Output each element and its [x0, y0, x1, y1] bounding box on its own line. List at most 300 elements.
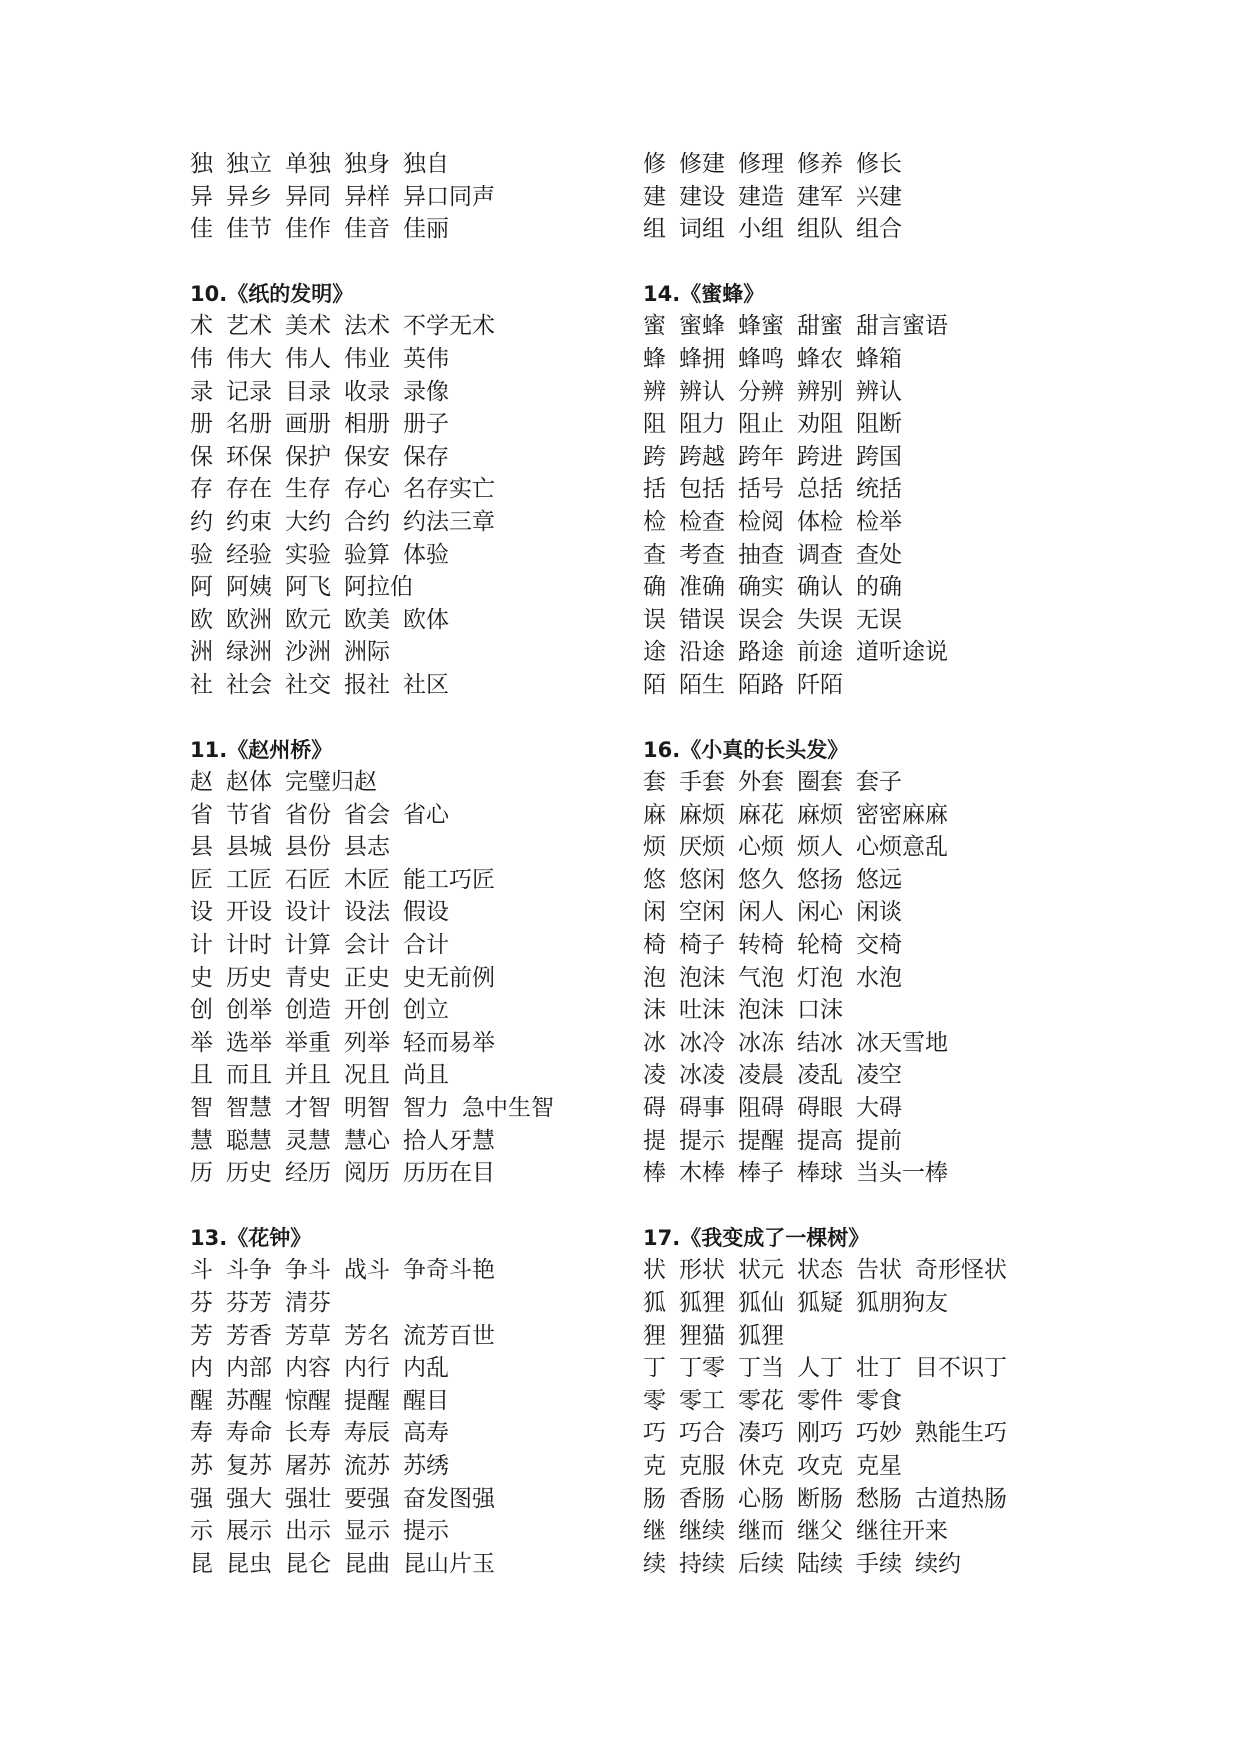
vocab-word: 县份: [285, 834, 331, 861]
vocab-word: 独自: [403, 151, 449, 177]
vocab-line: [190, 1059, 630, 1092]
vocab-word: 阿拉伯: [344, 574, 413, 601]
vocab-word: 奋发图强: [403, 1485, 495, 1512]
vocab-word: 狐狸: [679, 1290, 725, 1316]
vocab-word: 闲谈: [856, 899, 902, 926]
vocab-line: [643, 1483, 1163, 1516]
head-character: 麻: [643, 801, 666, 828]
vocab-word: 艺术: [226, 313, 272, 340]
vocab-word: 麻烦: [679, 801, 725, 828]
head-character: 狐: [643, 1290, 666, 1316]
vocab-word: 泡沫: [679, 964, 725, 991]
vocab-word: 相册: [344, 411, 390, 438]
vocab-word: 欧体: [403, 606, 449, 633]
vocab-word: 断肠: [797, 1485, 843, 1512]
head-character: 确: [643, 574, 666, 601]
head-character: 设: [190, 899, 213, 926]
vocab-word: 状态: [797, 1257, 843, 1284]
vocab-word: 凌晨: [738, 1062, 784, 1089]
vocab-word: 无误: [856, 606, 902, 633]
head-character: 蜜: [643, 313, 666, 340]
head-character: 赵: [190, 769, 213, 796]
vocab-word: 组合: [856, 216, 902, 243]
vocab-word: 开设: [226, 899, 272, 926]
head-character: 醒: [190, 1387, 213, 1414]
vocab-word: 闲人: [738, 899, 784, 926]
vocab-line: [190, 864, 630, 897]
vocab-word: 大约: [285, 508, 331, 535]
vocab-word: 狐仙: [738, 1290, 784, 1316]
head-character: 冰: [643, 1029, 666, 1056]
vocab-word: 醒目: [403, 1387, 449, 1414]
vocab-word: 词组: [679, 216, 725, 243]
vocab-word: 陌路: [738, 671, 784, 698]
vocab-word: 长寿: [285, 1420, 331, 1447]
vocab-word: 蜜蜂: [679, 313, 725, 340]
vocab-word: 口沫: [797, 997, 843, 1024]
head-character: 检: [643, 508, 666, 535]
vocab-word: 确认: [797, 574, 843, 601]
vocab-word: 木棒: [679, 1160, 725, 1187]
vocab-word: 交椅: [856, 932, 902, 959]
vocab-word: 欧洲: [226, 606, 272, 633]
head-character: 洲: [190, 639, 213, 666]
vocab-word: 约法三章: [403, 508, 495, 535]
vocab-line: [190, 896, 630, 929]
head-character: 匠: [190, 866, 213, 893]
lesson-title: 11.《赵州桥》: [190, 737, 333, 762]
vocab-line: [643, 864, 1163, 897]
vocab-line: [190, 571, 630, 604]
vocab-word: 册子: [403, 411, 449, 438]
vocab-word: 蜂拥: [679, 345, 725, 372]
vocab-word: 圈套: [797, 769, 843, 796]
vocab-line: [643, 1027, 1163, 1060]
vocab-word: 流苏: [344, 1452, 390, 1479]
vocab-word: 明智: [344, 1095, 390, 1122]
vocab-word: 括号: [738, 476, 784, 503]
vocab-word: 阻止: [738, 411, 784, 438]
vocab-word: 阿姨: [226, 574, 272, 601]
vocab-word: 攻克: [797, 1452, 843, 1479]
vocab-word: 当头一棒: [856, 1160, 948, 1187]
vocab-line: [190, 604, 630, 637]
lesson-title: 17.《我变成了一棵树》: [643, 1225, 870, 1250]
vocab-word: 寿辰: [344, 1420, 390, 1447]
vocab-word: 提前: [856, 1127, 902, 1154]
vocab-word: 合约: [344, 508, 390, 535]
vocab-word: 心肠: [738, 1485, 784, 1512]
vocab-word: 续约: [915, 1550, 961, 1577]
vocab-word: 正史: [344, 964, 390, 991]
vocab-line: [643, 1059, 1163, 1092]
head-character: 修: [643, 151, 666, 177]
vocab-line: [643, 896, 1163, 929]
vocab-word: 套子: [856, 769, 902, 796]
vocab-word: 历历在目: [403, 1160, 495, 1187]
head-character: 验: [190, 541, 213, 568]
vocab-word: 继往开来: [856, 1518, 948, 1545]
vocab-word: 心烦: [738, 834, 784, 861]
vocab-word: 计时: [226, 932, 272, 959]
vocab-word: 转椅: [738, 932, 784, 959]
head-character: 陌: [643, 671, 666, 698]
vocab-word: 总括: [797, 476, 843, 503]
vocab-word: 省份: [285, 801, 331, 828]
vocab-word: 苏绣: [403, 1452, 449, 1479]
vocab-word: 屠苏: [285, 1452, 331, 1479]
vocab-word: 计算: [285, 932, 331, 959]
head-character: 途: [643, 639, 666, 666]
vocab-word: 查处: [856, 541, 902, 568]
vocab-line: [190, 1092, 630, 1125]
vocab-line: [190, 1287, 630, 1320]
vocab-word: 木匠: [344, 866, 390, 893]
head-character: 存: [190, 476, 213, 503]
vocab-word: 省心: [403, 801, 449, 828]
vocab-line: [190, 1483, 630, 1516]
vocab-line: [190, 539, 630, 572]
vocab-word: 丁零: [679, 1355, 725, 1382]
vocab-word: 历史: [226, 964, 272, 991]
head-character: 套: [643, 769, 666, 796]
vocab-word: 伟业: [344, 345, 390, 372]
vocab-word: 芳名: [344, 1322, 390, 1349]
head-character: 组: [643, 216, 666, 243]
vocab-word: 芬芳: [226, 1290, 272, 1316]
vocab-word: 心烦意乱: [856, 834, 948, 861]
head-character: 狸: [643, 1322, 666, 1349]
vocab-word: 狐狸: [738, 1322, 784, 1349]
vocab-word: 历史: [226, 1160, 272, 1187]
head-character: 强: [190, 1485, 213, 1512]
vocab-word: 拾人牙慧: [403, 1127, 495, 1154]
head-character: 闲: [643, 899, 666, 926]
vocab-word: 合计: [403, 932, 449, 959]
vocab-line: [643, 962, 1163, 995]
vocab-word: 寿命: [226, 1420, 272, 1447]
vocab-word: 甜蜜: [797, 313, 843, 340]
vocab-line: [643, 1254, 1163, 1287]
vocab-word: 强壮: [285, 1485, 331, 1512]
vocab-line: [190, 1352, 630, 1385]
lesson-title: 13.《花钟》: [190, 1225, 312, 1250]
vocab-word: 空闲: [679, 899, 725, 926]
vocab-word: 智力: [403, 1095, 449, 1122]
head-character: 丁: [643, 1355, 666, 1382]
head-character: 省: [190, 801, 213, 828]
vocab-word: 欧美: [344, 606, 390, 633]
vocab-word: 跨进: [797, 443, 843, 470]
head-character: 克: [643, 1452, 666, 1479]
head-character: 册: [190, 411, 213, 438]
vocab-line: [643, 148, 1163, 181]
vocab-word: 跨越: [679, 443, 725, 470]
vocab-word: 零花: [738, 1387, 784, 1414]
vocab-word: 况且: [344, 1062, 390, 1089]
vocab-word: 零工: [679, 1387, 725, 1414]
vocab-word: 蜂农: [797, 345, 843, 372]
vocab-word: 吐沫: [679, 997, 725, 1024]
vocab-line: [643, 799, 1163, 832]
head-character: 智: [190, 1095, 213, 1122]
vocab-line: [643, 1157, 1163, 1190]
vocab-word: 报社: [344, 671, 390, 698]
vocab-word: 佳节: [226, 216, 272, 243]
vocab-word: 社交: [285, 671, 331, 698]
vocab-word: 继父: [797, 1518, 843, 1545]
vocab-word: 昆虫: [226, 1550, 272, 1577]
vocab-word: 尚且: [403, 1062, 449, 1089]
head-character: 零: [643, 1387, 666, 1414]
vocab-word: 水泡: [856, 964, 902, 991]
head-character: 误: [643, 606, 666, 633]
vocab-word: 县城: [226, 834, 272, 861]
head-character: 肠: [643, 1485, 666, 1512]
vocab-word: 奇形怪状: [915, 1257, 1007, 1284]
lesson-title: 14.《蜜蜂》: [643, 281, 765, 306]
vocab-word: 灯泡: [797, 964, 843, 991]
vocab-word: 异样: [344, 183, 390, 210]
vocab-word: 昆山片玉: [403, 1550, 495, 1577]
vocab-word: 冰天雪地: [856, 1029, 948, 1056]
head-character: 县: [190, 834, 213, 861]
vocab-line: [643, 636, 1163, 669]
vocab-word: 熟能生巧: [915, 1420, 1007, 1447]
vocab-word: 悠远: [856, 866, 902, 893]
vocab-word: 沿途: [679, 639, 725, 666]
vocab-line: [190, 408, 630, 441]
head-character: 查: [643, 541, 666, 568]
vocab-word: 保安: [344, 443, 390, 470]
head-character: 阻: [643, 411, 666, 438]
vocab-word: 争斗: [285, 1257, 331, 1284]
vocab-word: 统括: [856, 476, 902, 503]
vocab-word: 目不识丁: [915, 1355, 1007, 1382]
vocab-word: 战斗: [344, 1257, 390, 1284]
vocab-word: 佳丽: [403, 216, 449, 243]
vocab-line: [643, 473, 1163, 506]
vocab-word: 修长: [856, 151, 902, 177]
vocab-word: 创立: [403, 997, 449, 1024]
vocab-word: 展示: [226, 1518, 272, 1545]
head-character: 社: [190, 671, 213, 698]
vocab-word: 人丁: [797, 1355, 843, 1382]
vocab-word: 悠久: [738, 866, 784, 893]
vocab-word: 举重: [285, 1029, 331, 1056]
vocab-line: [190, 1254, 630, 1287]
vocab-word: 洲际: [344, 639, 390, 666]
head-character: 异: [190, 183, 213, 210]
vocab-line: [643, 929, 1163, 962]
vocab-line: [190, 343, 630, 376]
vocab-word: 才智: [285, 1095, 331, 1122]
head-character: 斗: [190, 1257, 213, 1284]
head-character: 史: [190, 964, 213, 991]
vocab-word: 内行: [344, 1355, 390, 1382]
vocab-section: [190, 148, 630, 246]
head-character: 佳: [190, 216, 213, 243]
vocab-word: 保护: [285, 443, 331, 470]
vocab-line: [643, 1125, 1163, 1158]
vocab-line: [643, 310, 1163, 343]
vocab-word: 棒球: [797, 1160, 843, 1187]
vocab-section: [190, 278, 630, 702]
vocab-word: 狐朋狗友: [856, 1290, 948, 1316]
vocab-word: 经验: [226, 541, 272, 568]
vocab-word: 芳香: [226, 1322, 272, 1349]
vocab-word: 陌生: [679, 671, 725, 698]
vocab-word: 修养: [797, 151, 843, 177]
vocab-line: [190, 213, 630, 246]
vocab-word: 碍眼: [797, 1095, 843, 1122]
vocab-word: 椅子: [679, 932, 725, 959]
vocab-word: 异口同声: [403, 183, 495, 210]
head-character: 昆: [190, 1550, 213, 1577]
vocab-word: 阡陌: [797, 671, 843, 698]
head-character: 泡: [643, 964, 666, 991]
head-character: 辨: [643, 378, 666, 405]
vocab-word: 甜言蜜语: [856, 313, 948, 340]
vocab-line: [190, 376, 630, 409]
vocab-line: [643, 1385, 1163, 1418]
vocab-word: 手续: [856, 1550, 902, 1577]
vocab-line: [643, 1092, 1163, 1125]
vocab-word: 出示: [285, 1518, 331, 1545]
vocab-line: [190, 929, 630, 962]
vocab-word: 冰凌: [679, 1062, 725, 1089]
head-character: 蜂: [643, 345, 666, 372]
vocab-word: 密密麻麻: [856, 801, 948, 828]
vocab-word: 准确: [679, 574, 725, 601]
vocab-word: 急中生智: [462, 1095, 554, 1122]
vocab-word: 单独: [285, 151, 331, 177]
vocab-word: 麻花: [738, 801, 784, 828]
vocab-word: 收录: [344, 378, 390, 405]
vocab-word: 慧心: [344, 1127, 390, 1154]
vocab-word: 辨认: [856, 378, 902, 405]
vocab-word: 流芳百世: [403, 1322, 495, 1349]
head-character: 阿: [190, 574, 213, 601]
vocab-word: 检举: [856, 508, 902, 535]
vocab-word: 社会: [226, 671, 272, 698]
vocab-word: 巧合: [679, 1420, 725, 1447]
head-character: 碍: [643, 1095, 666, 1122]
vocab-word: 要强: [344, 1485, 390, 1512]
vocab-line: [643, 1417, 1163, 1450]
vocab-line: [643, 408, 1163, 441]
vocab-word: 选举: [226, 1029, 272, 1056]
vocab-word: 伟人: [285, 345, 331, 372]
vocab-line: [643, 441, 1163, 474]
vocab-line: [190, 962, 630, 995]
head-character: 凌: [643, 1062, 666, 1089]
vocab-word: 佳作: [285, 216, 331, 243]
vocab-word: 显示: [344, 1518, 390, 1545]
vocab-word: 检阅: [738, 508, 784, 535]
head-character: 保: [190, 443, 213, 470]
vocab-line: [190, 1027, 630, 1060]
vocab-line: [190, 441, 630, 474]
head-character: 内: [190, 1355, 213, 1382]
vocab-line: [190, 506, 630, 539]
vocab-word: 劝阻: [797, 411, 843, 438]
vocab-word: 灵慧: [285, 1127, 331, 1154]
vocab-word: 组队: [797, 216, 843, 243]
vocab-line: [643, 994, 1163, 1027]
vocab-line: [643, 1515, 1163, 1548]
vocab-word: 画册: [285, 411, 331, 438]
vocab-word: 误会: [738, 606, 784, 633]
vocab-word: 不学无术: [403, 313, 495, 340]
head-character: 芬: [190, 1290, 213, 1316]
vocab-word: 惊醒: [285, 1387, 331, 1414]
lesson-title: 10.《纸的发明》: [190, 281, 354, 306]
head-character: 巧: [643, 1420, 666, 1447]
vocab-word: 列举: [344, 1029, 390, 1056]
vocab-word: 完璧归赵: [285, 769, 377, 796]
vocab-word: 创造: [285, 997, 331, 1024]
vocab-word: 的确: [856, 574, 902, 601]
vocab-section: [190, 1222, 630, 1581]
vocab-word: 昆仑: [285, 1550, 331, 1577]
head-character: 录: [190, 378, 213, 405]
vocab-word: 苏醒: [226, 1387, 272, 1414]
vocab-word: 英伟: [403, 345, 449, 372]
head-character: 约: [190, 508, 213, 535]
head-character: 苏: [190, 1452, 213, 1479]
vocab-line: [643, 181, 1163, 214]
head-character: 慧: [190, 1127, 213, 1154]
vocab-word: 名册: [226, 411, 272, 438]
vocab-word: 休克: [738, 1452, 784, 1479]
vocab-line: [643, 831, 1163, 864]
vocab-word: 前途: [797, 639, 843, 666]
vocab-word: 清芬: [285, 1290, 331, 1316]
vocab-line: [190, 148, 630, 181]
vocab-word: 存在: [226, 476, 272, 503]
vocab-word: 手套: [679, 769, 725, 796]
vocab-line: [643, 571, 1163, 604]
vocab-word: 烦人: [797, 834, 843, 861]
vocab-line: [643, 669, 1163, 702]
vocab-word: 阻力: [679, 411, 725, 438]
vocab-word: 冰冻: [738, 1029, 784, 1056]
vocab-line: [190, 1125, 630, 1158]
vocab-word: 独立: [226, 151, 272, 177]
vocab-word: 而且: [226, 1062, 272, 1089]
vocab-line: [190, 669, 630, 702]
vocab-word: 斗争: [226, 1257, 272, 1284]
vocab-line: [643, 604, 1163, 637]
vocab-word: 后续: [738, 1550, 784, 1577]
vocab-word: 失误: [797, 606, 843, 633]
vocab-word: 工匠: [226, 866, 272, 893]
vocab-word: 状元: [738, 1257, 784, 1284]
vocab-word: 兴建: [856, 183, 902, 210]
vocab-word: 阅历: [344, 1160, 390, 1187]
vocab-word: 闲心: [797, 899, 843, 926]
vocab-word: 目录: [285, 378, 331, 405]
vocab-word: 高寿: [403, 1420, 449, 1447]
vocab-word: 提高: [797, 1127, 843, 1154]
head-character: 芳: [190, 1322, 213, 1349]
vocab-section: [190, 734, 630, 1190]
vocab-word: 跨年: [738, 443, 784, 470]
vocab-word: 青史: [285, 964, 331, 991]
vocab-line: [643, 1287, 1163, 1320]
vocab-word: 聪慧: [226, 1127, 272, 1154]
